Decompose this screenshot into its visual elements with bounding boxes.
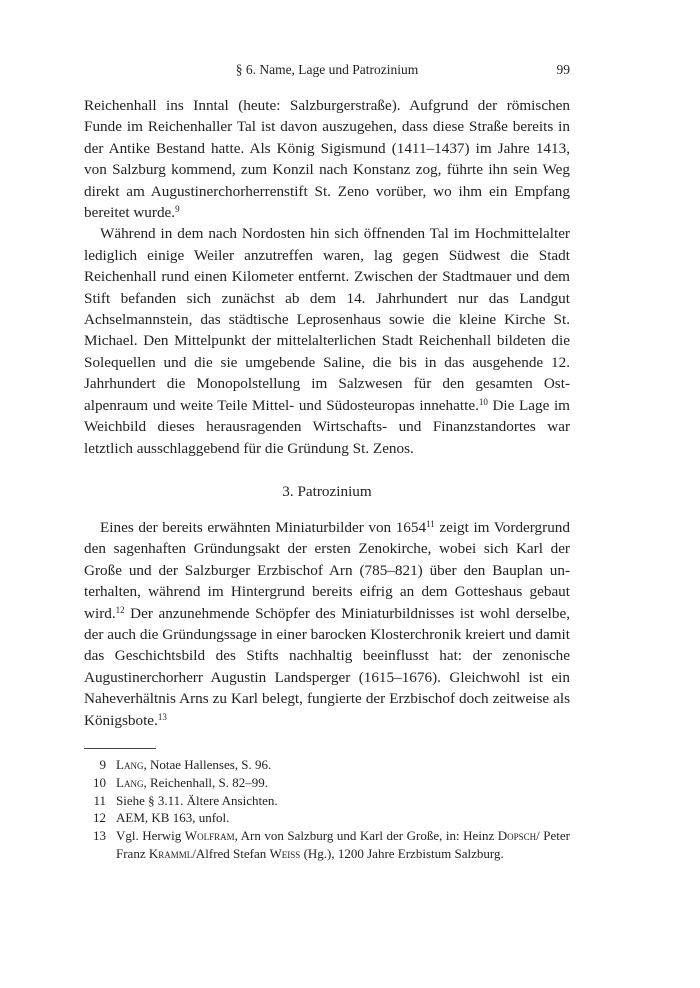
footnote-text [116, 827, 570, 863]
author-name: Weiss [269, 845, 301, 861]
footnote-13 [84, 827, 570, 863]
running-head [84, 62, 570, 80]
footnotes [84, 756, 570, 863]
author-name: Lang [116, 757, 144, 772]
footnote-text: AEM, KB 163, unfol. [116, 810, 230, 826]
paragraph-3 [84, 517, 570, 731]
paragraph-1-text: Reichenhall ins Inntal (heute: Salzburgerstraße). Aufgrund der römischen Funde im Reichenhaller Tal ist davon auszugehen, dass diese Straße bereits in der Antike Bestand hatte. Als König Sigismund (1411–1437) im Jahre 1413, von Salzburg kommend, zum Konzil nach Konstanz zog, führte ihn sein Weg direkt am Augustinerchorherrenstift St. Zeno vorüber, wo ihm ein Empfang bereitet wurde. [84, 97, 570, 222]
body-text [84, 95, 570, 459]
footnote-text-part: Vgl. Herwig [116, 828, 185, 844]
page-number: 99 [556, 62, 570, 77]
footnote-ref-10[interactable]: 10 [478, 396, 488, 407]
paragraph-3-part3: Der anzunehmende Schöpfer des Miniaturbildnisses ist wohl derselbe, der auch die Gründungssage in einer barocken Klosterchronik kreiert und damit das Geschichtsbild des Stifts nachhaltig beeinflusst hat: der zenonische Augustinerchorherr Augustin Landsperger (1615–1676). Gleichwohl ist ein Naheverhältnis Arns zu Karl belegt, fungierte der Erzbischof doch zeitweise als Königsbote. [84, 604, 570, 729]
footnote-number: 12 [93, 810, 106, 826]
footnote-text: Siehe § 3.11. Ältere Ansichten. [116, 792, 278, 808]
footnote-ref-9[interactable]: 9 [175, 204, 180, 215]
book-page [84, 0, 570, 988]
paragraph-1 [84, 95, 570, 223]
author-name: Wolfram [184, 828, 235, 844]
footnote-number: 13 [93, 828, 106, 844]
footnote-ref-11[interactable]: 11 [426, 519, 435, 529]
footnote-citation: , Reichenhall, S. 82–99. [143, 774, 269, 790]
author-name: Kramml [148, 845, 193, 861]
paragraph-2-text: Während in dem nach Nordosten hin sich öffnenden Tal im Hochmittelalter lediglich einige Weiler anzutreffen waren, lag gegen Südwest die Stadt Reichenhall rund einen Kilometer entfernt. Zwischen der Stadtmauer und dem Stift befanden sich zunächst ab dem 14. Jahrhundert nur das Landgut Achselmannstein, das städtische Leprosenhaus sowie die kleine Kirche St. Michael. Den Mittelpunkt der mittelalterlichen Stadt Reichenhall bildeten die Solequellen und die sie umgebende Saline, die bis in das ausgehende 12. Jahrhundert die Monopolstellung im Salzwesen für den gesamten Ostalpenraum und weite Teile Mittel- und Südosteuropas innehatte. [84, 225, 570, 414]
footnote-text-part: , Arn von Salzburg und Karl der Große, in: Heinz [234, 828, 498, 844]
footnote-number: 9 [99, 757, 106, 772]
footnote-ref-12[interactable]: 12 [115, 604, 125, 615]
section-body-text [84, 517, 570, 731]
running-head-title: § 6. Name, Lage und Patrozinium [235, 62, 419, 77]
author-name: Dopsch [497, 828, 537, 844]
footnote-ref-13[interactable]: 13 [157, 711, 167, 722]
paragraph-2 [84, 223, 570, 458]
footnote-11 [84, 792, 570, 810]
footnote-12 [84, 809, 570, 827]
paragraph-3-part2: zeigt im Vordergrund den sagenhaften Gründungsakt der ersten Zenokirche, wobei sich Karl der Große und der Salzburger Erzbischof Arn (785–821) über den Bauplan unterhalten, während im Hintergrund bereits eifrig an dem Gotteshaus gebaut wird. [84, 519, 570, 622]
section-heading: 3. Patrozinium [282, 483, 372, 500]
paragraph-2-text-after: Die Lage im Weichbild dieses herausragenden Wirtschafts- und Finanzstandortes war letztlich ausschlaggebend für die Gründung St. Zenos. [84, 396, 570, 457]
paragraph-3-part1: Eines der bereits erwähnten Miniaturbilder von 1654 [100, 519, 427, 536]
footnote-number: 10 [93, 774, 106, 790]
footnote-citation: , Notae Hallenses, S. 96. [143, 757, 272, 772]
footnote-divider [84, 748, 156, 749]
footnote-number: 11 [93, 792, 106, 808]
footnote-9 [84, 756, 570, 774]
author-name: Lang [116, 774, 144, 790]
footnote-text [116, 774, 570, 792]
footnote-text-part: /Alfred Stefan [192, 845, 270, 861]
footnote-text-part: / Peter Franz [116, 828, 570, 861]
footnote-text [116, 756, 570, 774]
footnote-text-part: (Hg.), 1200 Jahre Erzbistum Salzburg. [300, 845, 504, 861]
footnote-10 [84, 774, 570, 792]
